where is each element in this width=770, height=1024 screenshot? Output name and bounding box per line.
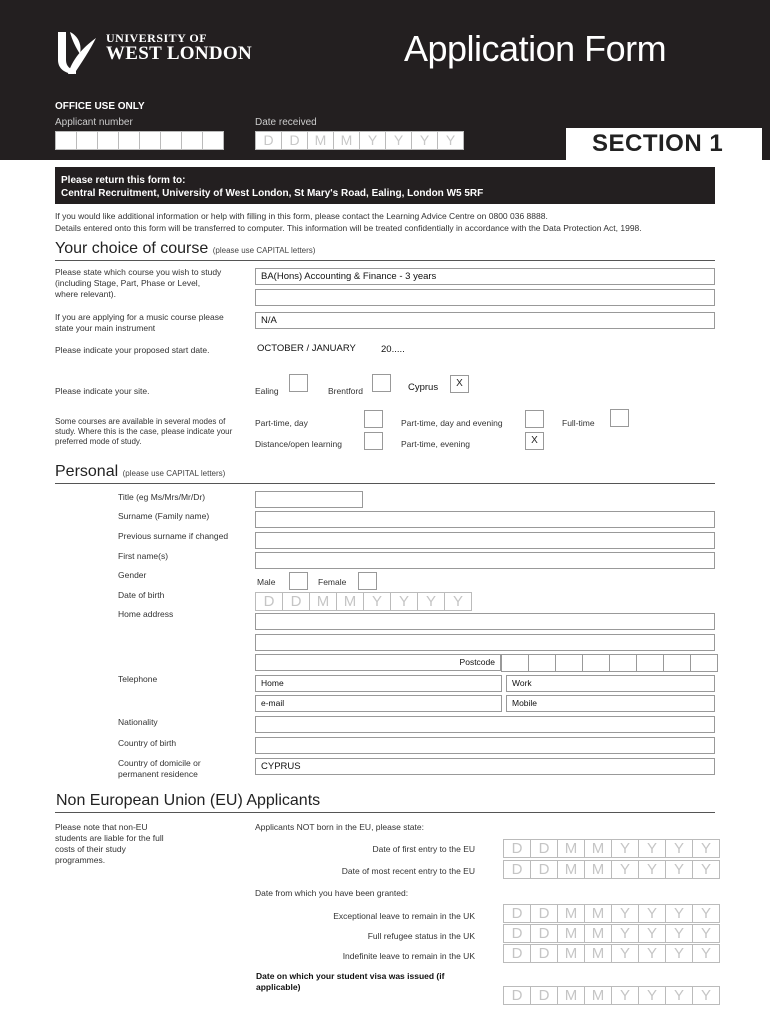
mode-ft-checkbox[interactable] <box>610 409 629 427</box>
title-input[interactable] <box>255 491 363 508</box>
return-address-box: Please return this form to: Central Recruitment, University of West London, St Mary's Road, Ealing, London W5 5RF <box>55 167 715 204</box>
instrument-input[interactable]: N/A <box>255 312 715 329</box>
title-label: Title (eg Ms/Mrs/Mr/Dr) <box>118 492 206 502</box>
mode-pt-day-eve-label: Part-time, day and evening <box>401 418 503 428</box>
domicile-label: Country of domicile or permanent residence <box>118 758 201 779</box>
mode-distance-label: Distance/open learning <box>255 439 342 449</box>
home-phone-input[interactable]: Home <box>255 675 502 692</box>
mode-pt-day-label: Part-time, day <box>255 418 308 428</box>
female-label: Female <box>318 577 347 587</box>
address-label: Home address <box>118 609 174 619</box>
mode-pt-eve-label: Part-time, evening <box>401 439 470 449</box>
site-cyprus-checkbox[interactable]: X <box>450 375 469 393</box>
address-line1[interactable] <box>255 613 715 630</box>
personal-heading: Personal (please use CAPITAL letters) <box>55 463 226 480</box>
start-date-value[interactable]: OCTOBER / JANUARY <box>257 343 356 354</box>
date-received-input[interactable]: D D M M Y Y Y Y <box>255 131 463 150</box>
female-checkbox[interactable] <box>358 572 377 590</box>
applicant-number-input[interactable] <box>55 131 223 150</box>
course-input[interactable]: BA(Hons) Accounting & Finance - 3 years <box>255 268 715 285</box>
course-label: Please state which course you wish to study (including Stage, Part, Phase or Level, where relevant). <box>55 267 222 299</box>
telephone-label: Telephone <box>118 674 158 684</box>
page-title: Application Form <box>404 28 667 69</box>
mobile-input[interactable]: Mobile <box>506 695 715 712</box>
male-checkbox[interactable] <box>289 572 308 590</box>
postcode-input[interactable] <box>501 654 717 672</box>
address-line2[interactable] <box>255 634 715 651</box>
mode-ft-label: Full-time <box>562 418 595 428</box>
not-born-label: Applicants NOT born in the EU, please state: <box>255 822 424 832</box>
course-heading: Your choice of course (please use CAPITAL letters) <box>55 240 316 257</box>
visa-input[interactable]: D D M M Y Y Y Y <box>503 986 719 1005</box>
logo-text-line2: WEST LONDON <box>106 43 253 64</box>
exceptional-input[interactable]: D D M M Y Y Y Y <box>503 904 719 923</box>
recent-entry-input[interactable]: D D M M Y Y Y Y <box>503 860 719 879</box>
first-entry-input[interactable]: D D M M Y Y Y Y <box>503 839 719 858</box>
site-ealing-label: Ealing <box>255 386 279 396</box>
prev-surname-input[interactable] <box>255 532 715 549</box>
dob-label: Date of birth <box>118 590 165 600</box>
date-received-label: Date received <box>255 117 317 128</box>
site-brentford-checkbox[interactable] <box>372 374 391 392</box>
indefinite-label: Indefinite leave to remain in the UK <box>342 951 475 961</box>
first-names-input[interactable] <box>255 552 715 569</box>
info-text: If you would like additional information or help with filling in this form, please contact the Learning Advice Centre on 0800 036 8888. Details entered onto this form will be transferred to computer. This information will be treated confidentially in accordance with the Data Protection Act, 1998. <box>55 211 642 233</box>
divider <box>55 812 715 813</box>
divider <box>55 260 715 261</box>
logo-text-line1: UNIVERSITY OF <box>106 31 208 45</box>
university-logo-icon <box>56 30 98 74</box>
noneu-note: Please note that non-EU students are liable for the full costs of their study programmes. <box>55 822 164 865</box>
start-year-value[interactable]: 20..... <box>381 344 405 355</box>
divider <box>55 483 715 484</box>
surname-label: Surname (Family name) <box>118 511 210 521</box>
domicile-input[interactable]: CYPRUS <box>255 758 715 775</box>
section-edge <box>762 128 770 160</box>
country-birth-input[interactable] <box>255 737 715 754</box>
gender-label: Gender <box>118 570 147 580</box>
surname-input[interactable] <box>255 511 715 528</box>
recent-entry-label: Date of most recent entry to the EU <box>341 866 475 876</box>
music-label: If you are applying for a music course please state your main instrument <box>55 312 224 333</box>
site-label: Please indicate your site. <box>55 386 150 396</box>
applicant-number-label: Applicant number <box>55 117 133 128</box>
refugee-label: Full refugee status in the UK <box>367 931 475 941</box>
email-input[interactable]: e-mail <box>255 695 502 712</box>
site-cyprus-label: Cyprus <box>408 382 439 393</box>
male-label: Male <box>257 577 276 587</box>
section-label: SECTION 1 <box>566 128 770 160</box>
nationality-input[interactable] <box>255 716 715 733</box>
nationality-label: Nationality <box>118 717 158 727</box>
mode-pt-day-eve-checkbox[interactable] <box>525 410 544 428</box>
course-input-line2[interactable] <box>255 289 715 306</box>
dob-input[interactable]: D D M M Y Y Y Y <box>255 592 471 611</box>
address-line3[interactable]: Postcode <box>255 654 501 671</box>
work-phone-input[interactable]: Work <box>506 675 715 692</box>
site-ealing-checkbox[interactable] <box>289 374 308 392</box>
first-names-label: First name(s) <box>118 551 169 561</box>
visa-label: Date on which your student visa was issued (if applicable) <box>256 971 445 992</box>
mode-pt-day-checkbox[interactable] <box>364 410 383 428</box>
first-entry-label: Date of first entry to the EU <box>372 844 475 854</box>
indefinite-input[interactable]: D D M M Y Y Y Y <box>503 944 719 963</box>
start-date-label: Please indicate your proposed start date. <box>55 345 210 355</box>
noneu-heading: Non European Union (EU) Applicants <box>56 792 321 809</box>
mode-distance-checkbox[interactable] <box>364 432 383 450</box>
exceptional-label: Exceptional leave to remain in the UK <box>333 911 475 921</box>
country-birth-label: Country of birth <box>118 738 177 748</box>
granted-label: Date from which you have been granted: <box>255 888 409 898</box>
mode-pt-eve-checkbox[interactable]: X <box>525 432 544 450</box>
site-brentford-label: Brentford <box>328 386 363 396</box>
refugee-input[interactable]: D D M M Y Y Y Y <box>503 924 719 943</box>
mode-label: Some courses are available in several modes of study. Where this is the case, please indicate your preferred mode of study. <box>55 417 233 446</box>
prev-surname-label: Previous surname if changed <box>118 531 229 541</box>
office-use-label: OFFICE USE ONLY <box>55 101 145 112</box>
